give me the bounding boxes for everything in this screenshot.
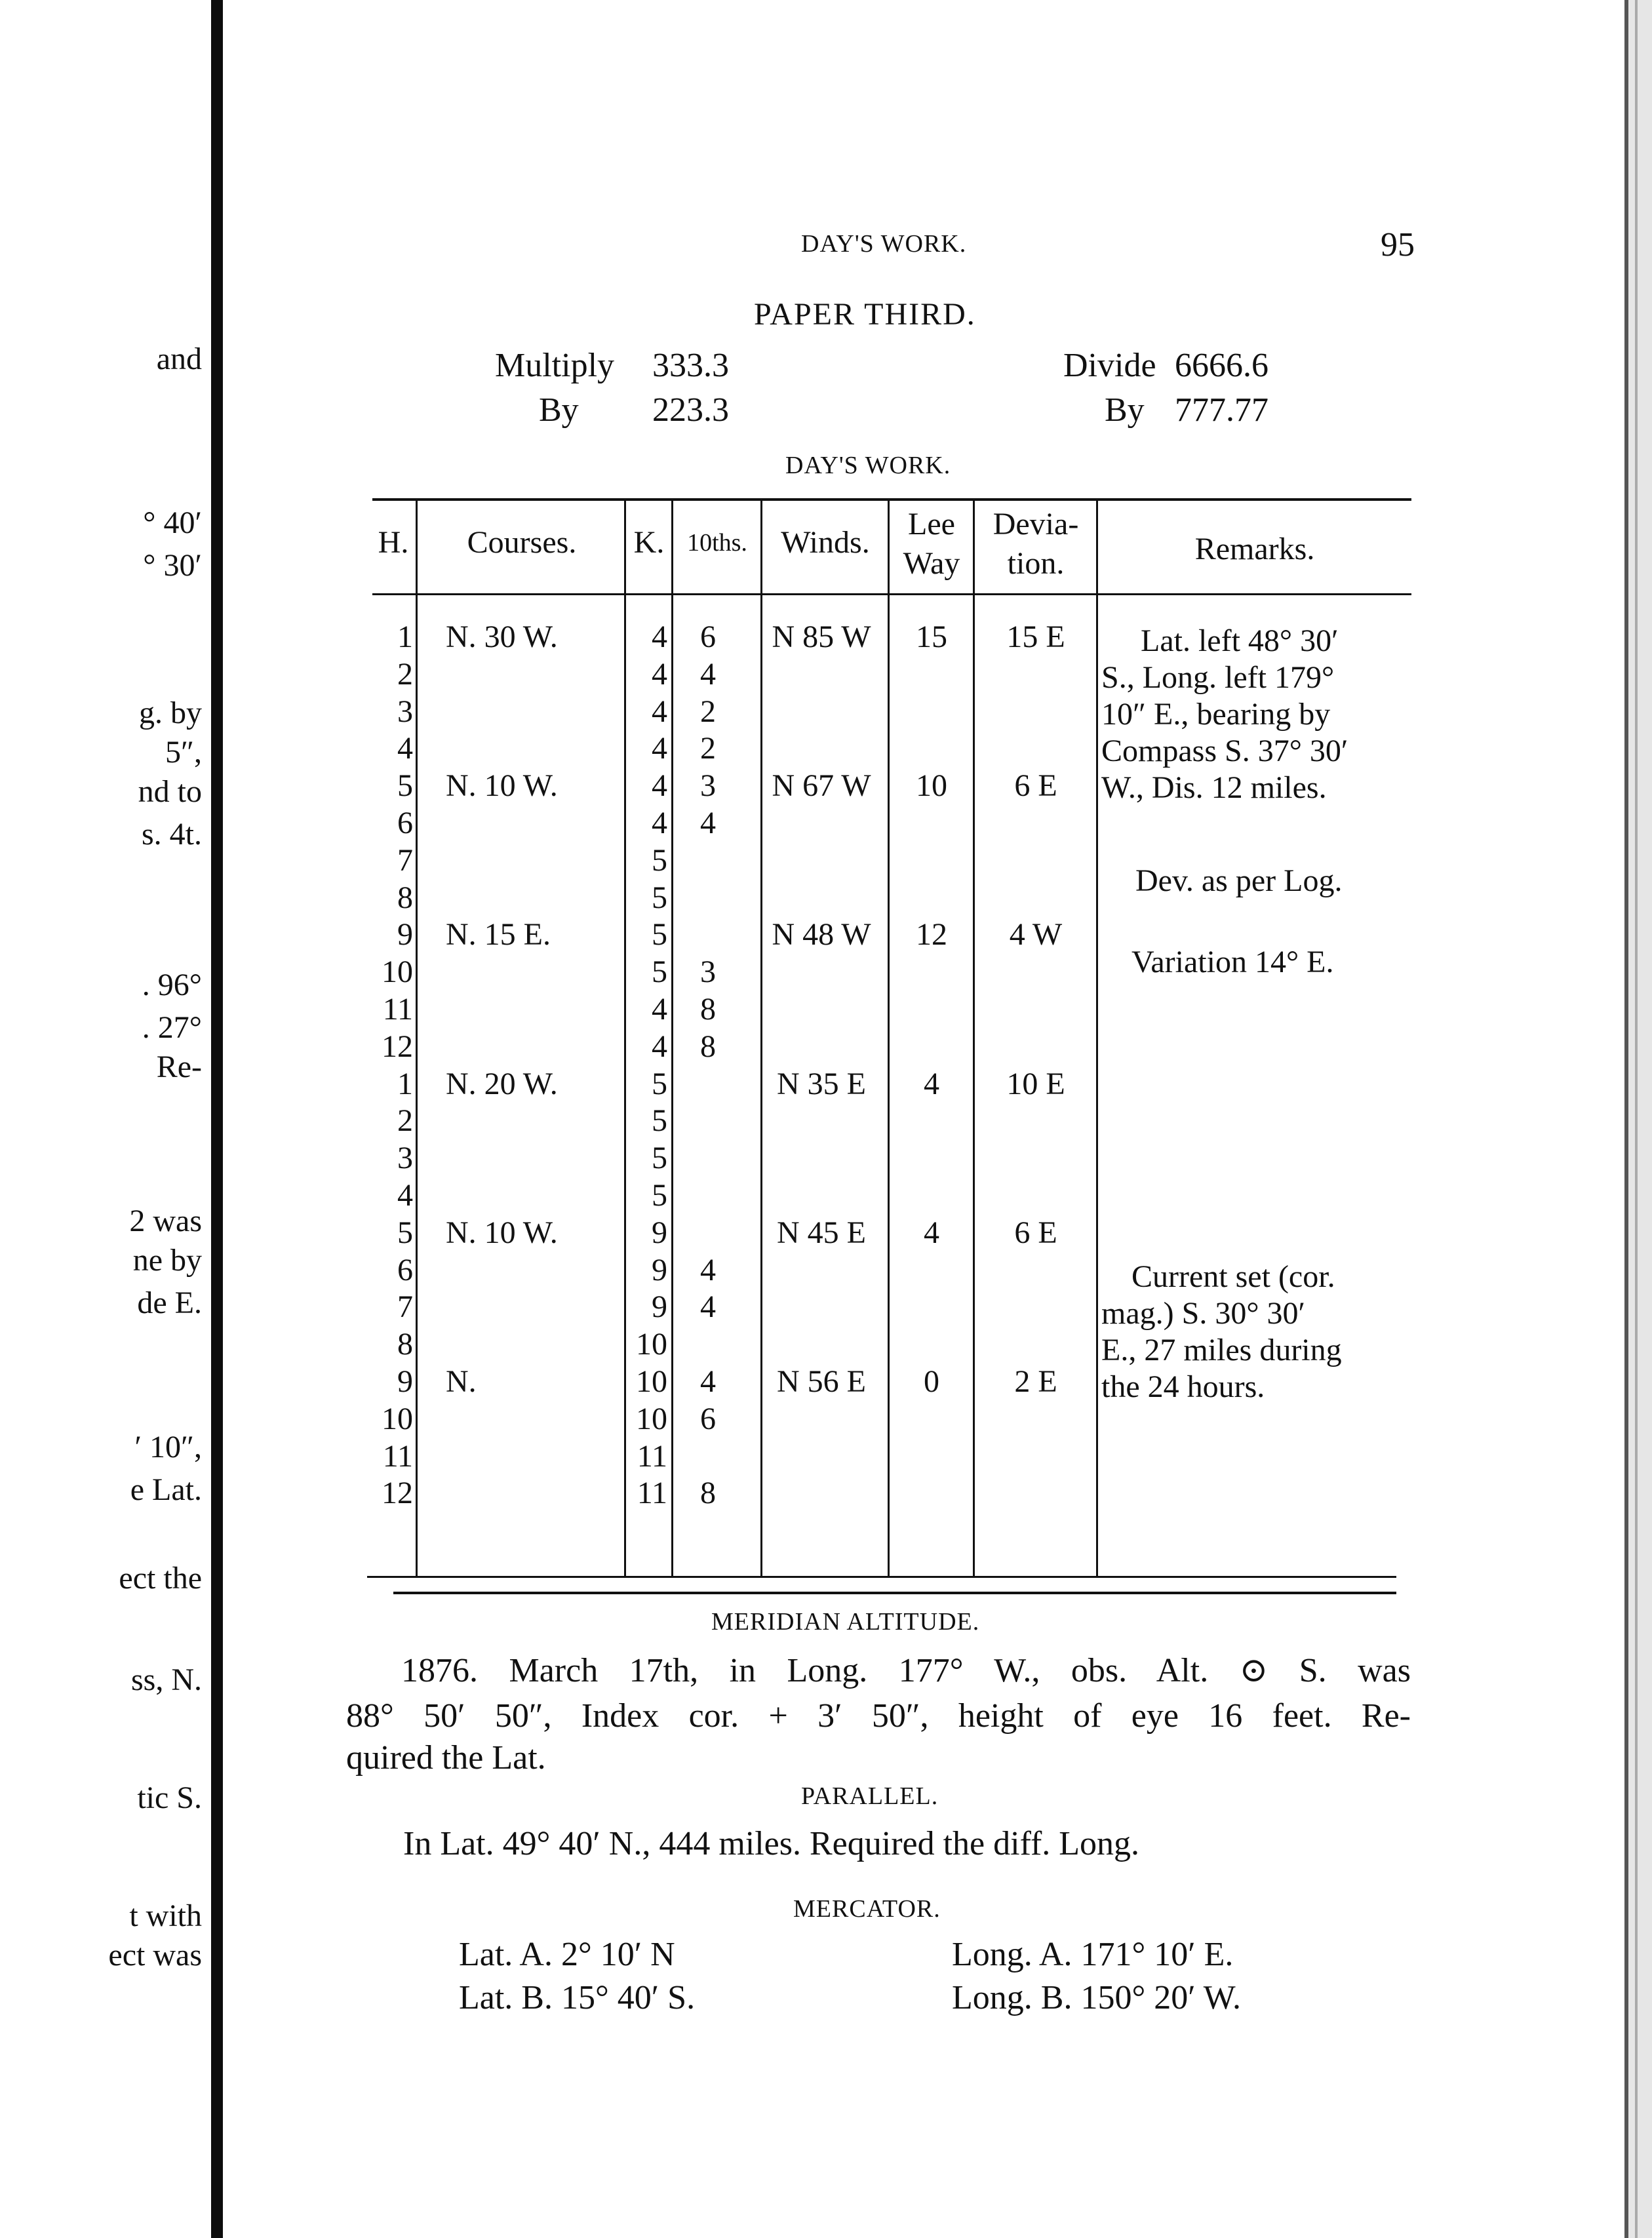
col-divider [888,501,890,1576]
knots-cell: 9 [652,1253,667,1287]
col-divider [1096,501,1098,1576]
hour-cell: 6 [397,806,413,840]
leeway-cell: 4 [924,1067,939,1101]
remark-line: Compass S. 37° 30′ [1101,734,1348,768]
deviation-cell: 6 E [1014,768,1057,803]
tenths-cell: 8 [700,1476,716,1510]
hour-cell: 11 [382,1439,413,1474]
by1-label: By [539,391,579,429]
deviation-cell: 6 E [1014,1215,1057,1250]
col-divider [416,501,418,1576]
hour-cell: 8 [397,880,413,915]
knots-cell: 4 [652,731,667,766]
table-top-rule [372,498,1411,501]
tenths-cell: 4 [700,657,716,692]
table-header-rule [372,593,1411,595]
tenths-cell: 4 [700,806,716,840]
header-winds: Winds. [781,525,870,560]
page-edge-line [1635,0,1638,2238]
leeway-cell: 10 [916,768,947,803]
left-page-fragment: ° 30′ [143,548,202,583]
tenths-cell: 4 [700,1253,716,1287]
left-page-fragment: . 27° [142,1010,202,1045]
deviation-cell: 2 E [1014,1364,1057,1399]
left-page-fragment: ′ 10″, [134,1430,202,1464]
tenths-cell: 2 [700,731,716,766]
knots-cell: 5 [652,1178,667,1213]
hour-cell: 9 [397,917,413,952]
mercator-lat-b: Lat. B. 15° 40′ S. [459,1979,696,2016]
page-number: 95 [1381,226,1415,264]
leeway-cell: 12 [916,917,947,952]
remark-line: 10″ E., bearing by [1101,697,1331,732]
left-page-fragment: 5″, [165,735,202,770]
left-page-fragment: tic S. [137,1780,202,1815]
knots-cell: 4 [652,768,667,803]
left-page-fragment: s. 4t. [141,817,202,852]
header-knots: K. [633,525,665,560]
wind-cell: N 85 W [772,619,871,654]
hour-cell: 2 [397,1103,413,1138]
left-page-fragment: Re- [156,1050,202,1084]
mercator-title: MERCATOR. [793,1895,941,1923]
hour-cell: 1 [397,619,413,654]
header-leeway-1: Lee [908,507,955,541]
tenths-cell: 4 [700,1289,716,1324]
knots-cell: 9 [652,1289,667,1324]
hour-cell: 9 [397,1364,413,1399]
table-bottom-rule [367,1576,1396,1578]
knots-cell: 10 [636,1402,667,1436]
paper-title: PAPER THIRD. [754,297,976,332]
remark-line: S., Long. left 179° [1101,660,1335,695]
tenths-cell: 3 [700,954,716,989]
book-spine [211,0,223,2238]
course-cell: N. 15 E. [446,917,551,952]
hour-cell: 10 [382,1402,413,1436]
hour-cell: 12 [382,1476,413,1510]
knots-cell: 5 [652,917,667,952]
hour-cell: 2 [397,657,413,692]
header-h: H. [378,525,409,560]
leeway-cell: 0 [924,1364,939,1399]
hour-cell: 10 [382,954,413,989]
mercator-lat-a: Lat. A. 2° 10′ N [459,1936,675,1973]
left-page-fragment: ect the [119,1561,202,1596]
remark-line: E., 27 miles during [1101,1333,1342,1367]
parallel-line: In Lat. 49° 40′ N., 444 miles. Required the diff. Long. [403,1825,1140,1862]
remark-line: the 24 hours. [1101,1369,1265,1404]
by2-label: By [1105,391,1145,429]
left-page-fragment: ne by [132,1243,202,1278]
col-divider [671,501,673,1576]
left-page-fragment: nd to [138,774,202,809]
deviation-cell: 15 E [1006,619,1065,654]
multiply-label: Multiply [495,347,615,384]
wind-cell: N 48 W [772,917,871,952]
left-page-fragment: de E. [137,1286,202,1320]
col-divider [973,501,975,1576]
running-title: DAY'S WORK. [801,230,967,258]
multiply-value: 333.3 [652,347,729,384]
left-page-fragment: g. by [139,696,202,730]
left-page-fragment: . 96° [142,968,202,1002]
tenths-cell: 8 [700,992,716,1027]
tenths-cell: 4 [700,1364,716,1399]
meridian-line-3: quired the Lat. [346,1739,546,1777]
hour-cell: 1 [397,1067,413,1101]
knots-cell: 11 [637,1439,667,1474]
meridian-line-1: 1876. March 17th, in Long. 177° W., obs. Alt. ⊙ S. was [401,1652,1411,1689]
days-work-title: DAY'S WORK. [785,452,951,479]
hour-cell: 5 [397,768,413,803]
course-cell: N. [446,1364,477,1399]
course-cell: N. 10 W. [446,1215,558,1250]
hour-cell: 3 [397,1141,413,1175]
table-bottom-rule-2 [393,1592,1396,1594]
knots-cell: 4 [652,657,667,692]
hour-cell: 8 [397,1327,413,1362]
hour-cell: 12 [382,1029,413,1064]
knots-cell: 4 [652,992,667,1027]
remark-line: Current set (cor. [1131,1259,1335,1294]
mercator-long-a: Long. A. 171° 10′ E. [952,1936,1234,1973]
hour-cell: 7 [397,843,413,878]
hour-cell: 11 [382,992,413,1027]
left-page-fragment: ect was [108,1938,202,1973]
knots-cell: 4 [652,1029,667,1064]
course-cell: N. 10 W. [446,768,558,803]
divide-label: Divide [1063,347,1156,384]
by2-value: 777.77 [1175,391,1268,429]
header-deviation-2: tion. [1007,546,1065,581]
tenths-cell: 3 [700,768,716,803]
leeway-cell: 15 [916,619,947,654]
remark-line: Dev. as per Log. [1135,863,1343,898]
knots-cell: 4 [652,619,667,654]
header-leeway-2: Way [903,546,960,581]
tenths-cell: 2 [700,694,716,729]
left-page-fragment: 2 was [129,1204,202,1238]
wind-cell: N 45 E [777,1215,866,1250]
tenths-cell: 6 [700,1402,716,1436]
knots-cell: 5 [652,954,667,989]
knots-cell: 11 [637,1476,667,1510]
divide-value: 6666.6 [1175,347,1268,384]
left-page-fragment: ° 40′ [143,505,202,540]
knots-cell: 4 [652,694,667,729]
by1-value: 223.3 [652,391,729,429]
knots-cell: 5 [652,880,667,915]
deviation-cell: 4 W [1009,917,1063,952]
meridian-title: MERIDIAN ALTITUDE. [711,1608,980,1636]
hour-cell: 3 [397,694,413,729]
parallel-title: PARALLEL. [801,1782,939,1810]
header-courses: Courses. [467,525,577,560]
header-deviation-1: Devia- [993,507,1079,541]
hour-cell: 4 [397,731,413,766]
wind-cell: N 67 W [772,768,871,803]
knots-cell: 4 [652,806,667,840]
left-page-fragment: e Lat. [130,1472,202,1507]
left-page-fragment: and [156,342,202,376]
meridian-line-2: 88° 50′ 50″, Index cor. + 3′ 50″, height of eye 16 feet. Re- [346,1697,1411,1735]
course-cell: N. 30 W. [446,619,558,654]
col-divider [760,501,762,1576]
left-page-fragment: t with [129,1898,202,1933]
remark-line: Variation 14° E. [1131,945,1334,979]
leeway-cell: 4 [924,1215,939,1250]
knots-cell: 5 [652,1103,667,1138]
knots-cell: 9 [652,1215,667,1250]
wind-cell: N 56 E [777,1364,866,1399]
hour-cell: 6 [397,1253,413,1287]
hour-cell: 4 [397,1178,413,1213]
tenths-cell: 8 [700,1029,716,1064]
hour-cell: 5 [397,1215,413,1250]
knots-cell: 10 [636,1364,667,1399]
page-edge [1624,0,1652,2238]
remark-line: W., Dis. 12 miles. [1101,770,1327,805]
wind-cell: N 35 E [777,1067,866,1101]
course-cell: N. 20 W. [446,1067,558,1101]
knots-cell: 10 [636,1327,667,1362]
knots-cell: 5 [652,1141,667,1175]
deviation-cell: 10 E [1006,1067,1065,1101]
knots-cell: 5 [652,843,667,878]
hour-cell: 7 [397,1289,413,1324]
header-tenths: 10ths. [687,529,747,557]
knots-cell: 5 [652,1067,667,1101]
tenths-cell: 6 [700,619,716,654]
left-page-fragment: ss, N. [130,1662,202,1697]
remark-line: Lat. left 48° 30′ [1141,623,1339,658]
mercator-long-b: Long. B. 150° 20′ W. [952,1979,1241,2016]
header-remarks: Remarks. [1194,532,1315,566]
remark-line: mag.) S. 30° 30′ [1101,1296,1306,1331]
